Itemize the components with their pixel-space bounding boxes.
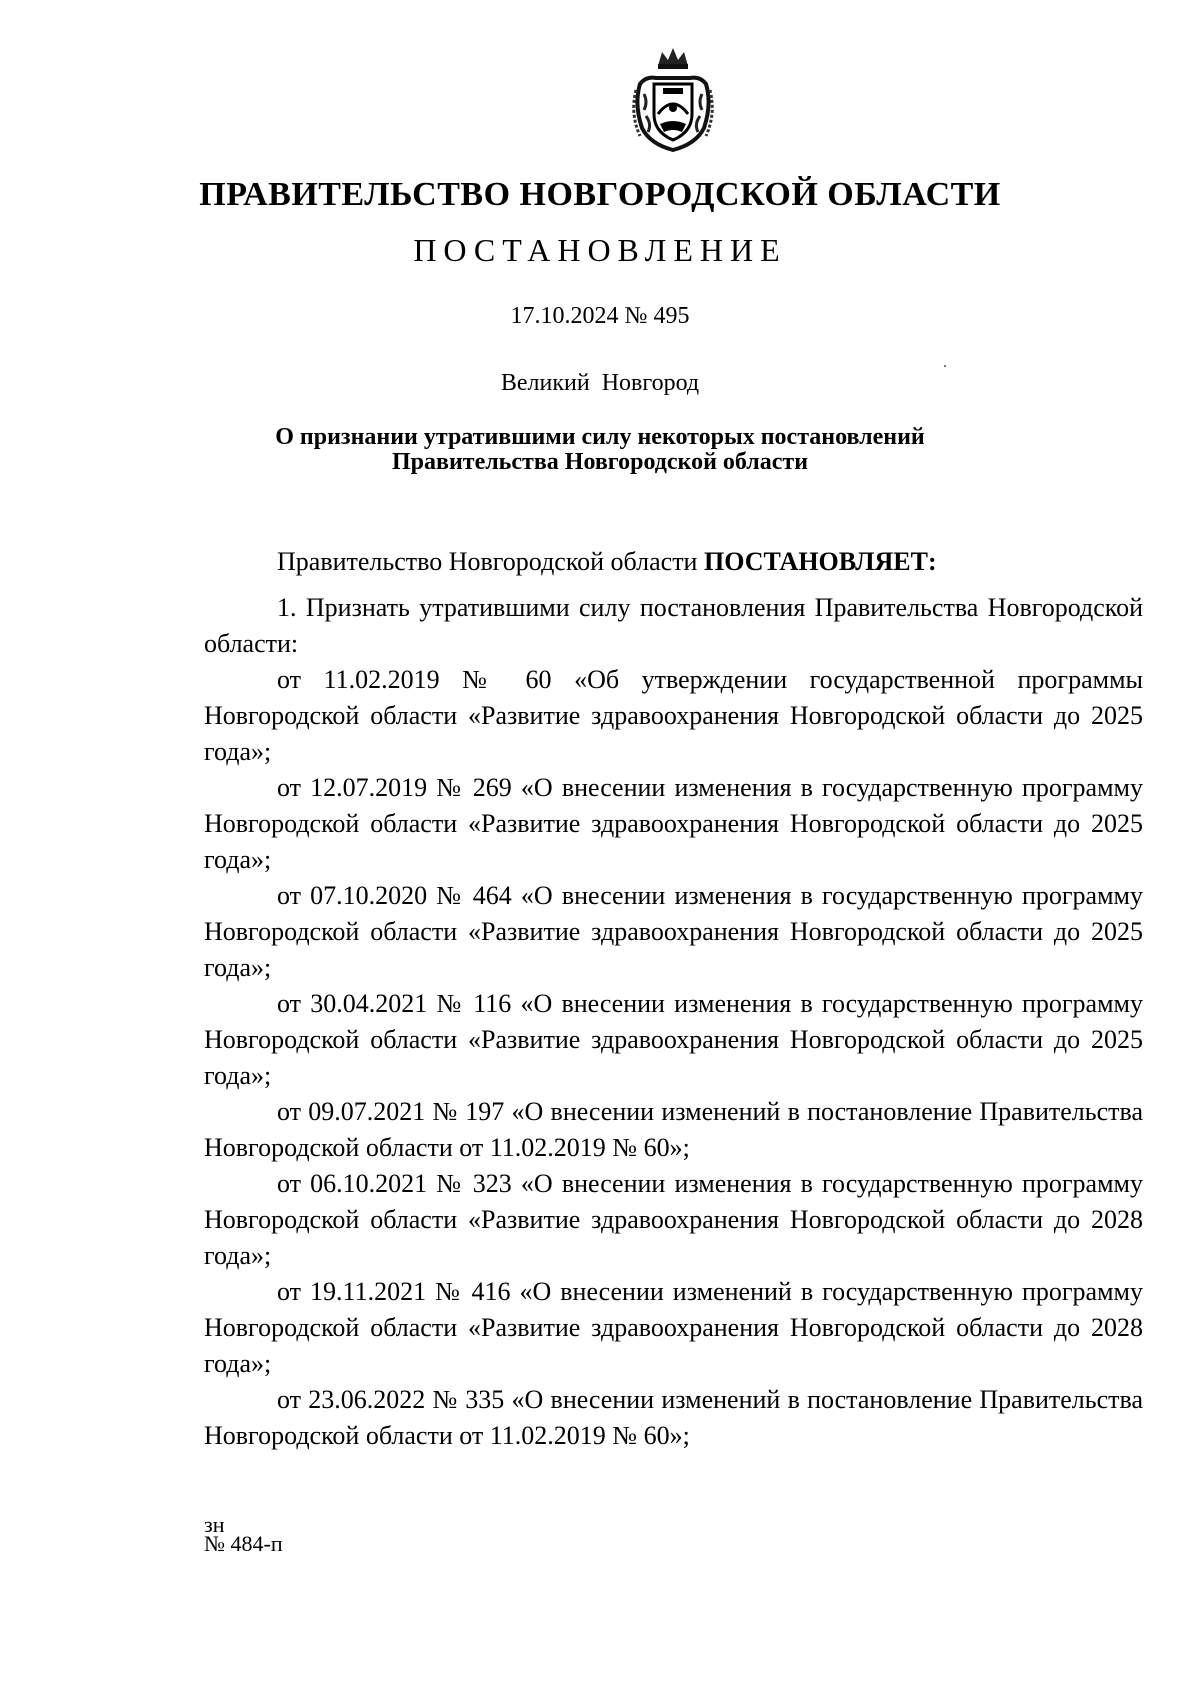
- document-subject: [0, 425, 1200, 475]
- preamble-text: Правительство Новгородской области: [277, 547, 698, 576]
- preamble: [204, 544, 1143, 580]
- document-footer: [204, 1512, 283, 1556]
- subject-line-1: О признании утратившими силу некоторых постановлений: [275, 424, 925, 450]
- coat-of-arms-emblem: [630, 44, 716, 154]
- document-city: Великий Новгород: [500, 370, 700, 396]
- footer-initials: зн: [204, 1512, 225, 1537]
- paragraph-4: от 07.10.2020 № 464 «О внесении изменения в государственную программу Новгородской области «Развитие здравоохранения Новгородской области до 2025 года»;: [204, 881, 1143, 982]
- paragraph-3: от 12.07.2019 № 269 «О внесении изменения в государственную программу Новгородской области «Развитие здравоохранения Новгородской области до 2025 года»;: [204, 773, 1143, 874]
- paragraph-2: от 11.02.2019 № 60 «Об утверждении государственной программы Новгородской области «Развитие здравоохранения Новгородской области до 2025 года»;: [204, 665, 1143, 766]
- paragraph-8: от 19.11.2021 № 416 «О внесении изменений в государственную программу Новгородской области «Развитие здравоохранения Новгородской области до 2028 года»;: [204, 1277, 1143, 1378]
- government-name: ПРАВИТЕЛЬСТВО НОВГОРОДСКОЙ ОБЛАСТИ: [199, 176, 1001, 213]
- preamble-verb: ПОСТАНОВЛЯЕТ:: [703, 547, 937, 576]
- paragraph-7: от 06.10.2021 № 323 «О внесении изменения в государственную программу Новгородской области «Развитие здравоохранения Новгородской области до 2028 года»;: [204, 1169, 1143, 1270]
- subject-line-2: Правительства Новгородской области: [391, 449, 809, 475]
- paragraph-1: 1. Признать утратившими силу постановления Правительства Новгородской области:: [204, 593, 1143, 658]
- scan-speck: [944, 365, 946, 367]
- paragraph-6: от 09.07.2021 № 197 «О внесении изменений в постановление Правительства Новгородской области от 11.02.2019 № 60»;: [204, 1097, 1143, 1162]
- paragraph-5: от 30.04.2021 № 116 «О внесении изменения в государственную программу Новгородской области «Развитие здравоохранения Новгородской области до 2025 года»;: [204, 989, 1143, 1090]
- document-body: [204, 544, 1143, 1454]
- paragraph-9: от 23.06.2022 № 335 «О внесении изменений в постановление Правительства Новгородской области от 11.02.2019 № 60»;: [204, 1385, 1143, 1450]
- document-type: ПОСТАНОВЛЕНИЕ: [413, 232, 787, 268]
- document-date-number: 17.10.2024 № 495: [510, 303, 690, 329]
- footer-number: № 484-п: [204, 1531, 283, 1556]
